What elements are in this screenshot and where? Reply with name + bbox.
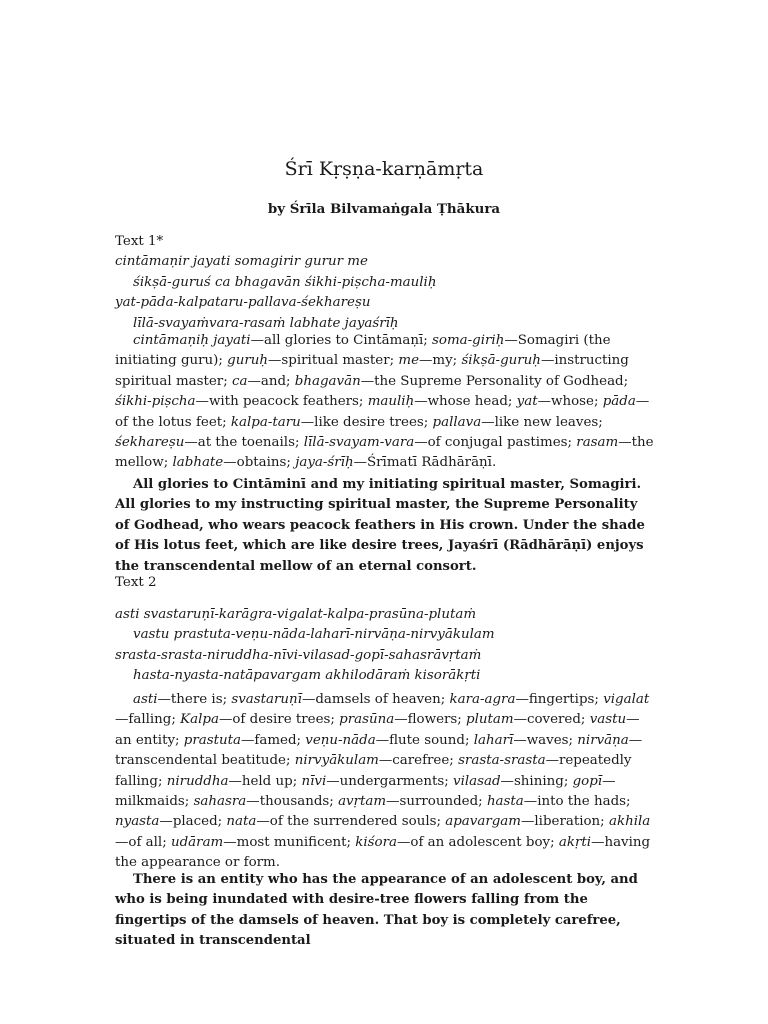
synonym-word: soma-giriḥ	[432, 333, 505, 348]
verse-line: cintāmaṇir jayati somagirir gurur me	[115, 254, 368, 270]
verse-line: līlā-svayaṁvara-rasaṁ labhate jayaśrīḥ	[133, 315, 399, 331]
synonym-meaning: —of the surrendered souls;	[256, 814, 446, 830]
synonym-word: me	[398, 353, 420, 369]
text2-section	[115, 573, 655, 593]
synonym-word: veṇu-nāda	[305, 732, 376, 748]
author-byline: by Śrīla Bilvamaṅgala Ṭhākura	[267, 201, 501, 217]
synonym-meaning: —whose head;	[414, 394, 517, 410]
text2-translation: There is an entity who has the appearance of an adolescent boy, and who is being inundated with desire-tree flowers falling from the fingertips of the damsels of heaven. That boy is completely carefree, situated in transcendental	[115, 872, 638, 949]
synonym-meaning: —spiritual master;	[268, 353, 399, 369]
synonym-meaning: —of desire trees;	[218, 712, 340, 728]
synonym-meaning: —carefree;	[378, 753, 459, 769]
synonym-meaning: —surrounded;	[386, 794, 487, 810]
synonym-meaning: —all glories to Cintāmaṇī;	[250, 333, 433, 348]
synonym-meaning: —into the hads;	[523, 794, 631, 810]
synonym-word: akṛti	[558, 834, 592, 850]
text1-translation: All glories to Cintāminī and my initiating spiritual master, Somagiri. All glories to my instructing spiritual master, the Supreme Personality of Godhead, who wears peacock feathers in His crown. Under the shade of His lotus feet, which are like desire trees, Jayaśrī (Rādhārāṇī) enjoys the transcendental mellow of an eternal consort.	[115, 477, 645, 574]
verse-line: śikṣā-guruś ca bhagavān śikhi-piṣcha-mauliḥ	[133, 274, 437, 290]
synonym-meaning: —milkmaids;	[115, 773, 616, 810]
synonym-word: srasta-srasta	[458, 753, 546, 769]
verse-line: yat-pāda-kalpataru-pallava-śekhareṣu	[115, 295, 371, 311]
synonym-meaning: —there is;	[157, 692, 232, 707]
verse-line: asti svastaruṇī-karāgra-vigalat-kalpa-prasūna-plutaṁ	[115, 607, 477, 622]
synonym-meaning: —at the toenails;	[184, 435, 304, 451]
text2-synonyms	[115, 690, 655, 874]
verse-line: vastu prastuta-veṇu-nāda-laharī-nirvāṇa-nirvyākulam	[133, 627, 495, 643]
synonym-word: sahasra	[193, 794, 247, 810]
synonym-word: laharī	[473, 732, 514, 748]
synonym-word: plutam	[466, 712, 514, 728]
synonym-word: bhagavān	[294, 373, 361, 389]
synonym-word: pallava	[432, 414, 482, 430]
synonym-word: pāda	[602, 394, 636, 410]
synonym-meaning: —my;	[419, 353, 462, 369]
synonym-word: nirvāṇa	[577, 732, 629, 748]
synonym-word: udāram	[170, 834, 224, 850]
synonym-word: prastuta	[183, 732, 241, 748]
synonym-word: asti	[133, 692, 158, 707]
synonym-meaning: —flute sound;	[375, 732, 474, 748]
synonym-meaning: —Somagiri (the initiating guru);	[115, 333, 611, 369]
synonym-meaning: —waves;	[513, 732, 578, 748]
synonym-meaning: —placed;	[159, 814, 227, 830]
verse-line: hasta-nyasta-natāpavargam akhilodāraṁ kisorākṛti	[133, 668, 481, 684]
synonym-word: śekhareṣu	[115, 435, 185, 451]
synonym-meaning: —flowers;	[394, 712, 467, 728]
synonym-meaning: —of conjugal pastimes;	[414, 435, 577, 451]
synonym-meaning: —the mellow;	[115, 435, 654, 471]
synonym-word: līlā-svayam-vara	[303, 435, 415, 451]
synonym-meaning: —thousands;	[246, 794, 339, 810]
synonym-word: nata	[226, 814, 257, 830]
synonym-meaning: —held up;	[228, 773, 302, 789]
synonym-meaning: —with peacock feathers;	[195, 394, 368, 410]
synonym-meaning: —like desire trees;	[300, 414, 433, 430]
synonym-word: nirvyākulam	[294, 753, 379, 769]
synonym-word: ca	[231, 373, 248, 389]
synonym-word: labhate	[172, 455, 224, 471]
synonym-meaning: —shining;	[500, 773, 573, 789]
synonym-meaning: —undergarments;	[326, 773, 453, 789]
synonym-meaning: —liberation;	[521, 814, 609, 830]
synonym-word: hasta	[486, 794, 524, 810]
synonym-meaning: —most munificent;	[223, 834, 356, 850]
synonym-word: rasam	[576, 435, 619, 451]
synonym-word: prasūna	[339, 712, 395, 728]
verse-line: srasta-srasta-niruddha-nīvi-vilasad-gopī-sahasrāvṛtaṁ	[115, 647, 482, 663]
synonym-meaning: —of an adolescent boy;	[397, 834, 559, 850]
text1-verse	[115, 252, 655, 334]
synonym-word: vilasad	[453, 773, 501, 789]
synonym-meaning: —transcendental beatitude;	[115, 732, 643, 769]
synonym-word: apavargam	[445, 814, 521, 830]
synonym-word: gopī	[572, 773, 603, 789]
text2-verse	[115, 605, 655, 687]
synonym-word: kara-agra	[449, 692, 516, 707]
synonym-word: vigalat	[603, 692, 650, 707]
synonym-meaning: —of all;	[115, 834, 171, 850]
synonym-word: svastaruṇī	[231, 692, 302, 707]
synonym-word: nyasta	[115, 814, 160, 830]
synonym-meaning: —Śrīmatī Rādhārāṇī.	[353, 455, 497, 471]
text1-section	[115, 232, 655, 334]
synonym-word: cintāmaṇiḥ jayati	[133, 333, 251, 348]
synonym-word: mauliḥ	[367, 394, 415, 410]
synonym-meaning: —repeatedly falling;	[115, 753, 632, 789]
synonym-meaning: —famed;	[241, 732, 306, 748]
synonym-meaning: —instructing spiritual master;	[115, 353, 629, 389]
synonym-word: śikṣā-guruḥ	[461, 353, 541, 369]
synonym-word: yat	[516, 394, 538, 410]
synonym-meaning: —like new leaves;	[481, 414, 603, 430]
text1-heading: Text 1*	[115, 234, 164, 249]
synonym-meaning: —and;	[247, 373, 295, 389]
synonym-meaning: —the Supreme Personality of Godhead;	[360, 373, 629, 389]
page-title: Śrī Kṛṣṇa-karṇāmṛta	[284, 158, 484, 180]
synonym-word: śikhi-piṣcha	[115, 394, 196, 410]
synonym-meaning: —having the appearance or form.	[115, 834, 651, 871]
text2-heading: Text 2	[115, 575, 157, 590]
synonym-word: akhila	[608, 814, 651, 830]
synonym-meaning: —of the lotus feet;	[115, 394, 650, 430]
synonym-meaning: —fingertips;	[515, 692, 604, 707]
synonym-word: niruddha	[166, 773, 229, 789]
synonym-meaning: —covered;	[513, 712, 590, 728]
synonym-word: Kalpa	[180, 712, 219, 728]
synonym-word: guruḥ	[227, 353, 269, 369]
synonym-word: kiśora	[355, 834, 397, 850]
synonym-word: vastu	[589, 712, 627, 728]
synonym-meaning: —whose;	[537, 394, 603, 410]
synonym-word: jaya-śrīḥ	[295, 455, 354, 471]
synonym-word: nīvi	[301, 773, 327, 789]
text1-synonyms	[115, 331, 655, 474]
synonym-meaning: —falling;	[115, 712, 181, 728]
synonym-meaning: —an entity;	[115, 712, 640, 748]
synonym-word: avṛtam	[338, 794, 387, 810]
synonym-meaning: —damsels of heaven;	[301, 692, 450, 707]
synonym-word: kalpa-taru	[230, 414, 301, 430]
synonym-meaning: —obtains;	[223, 455, 296, 471]
